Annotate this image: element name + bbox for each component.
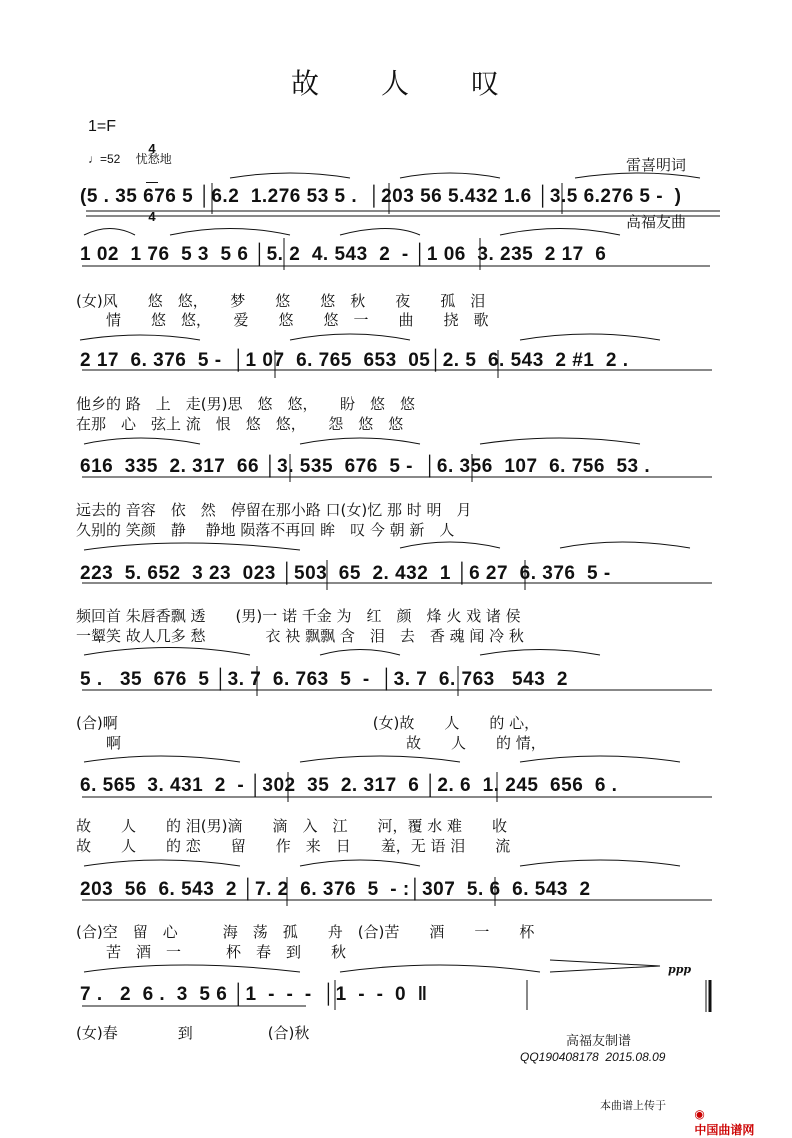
dynamic-marking: ppp: [668, 963, 692, 976]
lyric-row-5-verse-2: 一颦笑 故人几多 愁 衣 袂 飘飘 含 泪 去 香 魂 闻 冷 秋: [76, 627, 524, 645]
site-name: 中国曲谱网: [694, 1123, 755, 1137]
time-divider: [146, 182, 158, 183]
lyric-row-7-verse-2: 故 人 的 恋 留 作 来 日 羞，无 语 泪 流: [76, 837, 511, 855]
notation-row-2: 1 02 1 76 5 3 5 6 │5. 2 4. 543 2 - │1 06 3. 235 2 17 6: [80, 244, 607, 265]
notation-row-5: 223 5. 652 3 23 023 │503 65 2. 432 1 │6 27 6. 376 5 -: [80, 563, 611, 584]
lyric-row-4-verse-2: 久别的 笑颜 静 静地 陨落不再回 眸 叹 今 朝 新 人: [76, 521, 455, 539]
page-title: 故 人 叹: [290, 67, 501, 100]
notation-row-1: (5 . 35 676 5 │6.2 1.276 53 5 . │203 56 5.432 1.6 │3.5 6.276 5 - ): [80, 186, 682, 207]
tempo-marking: ♩=52 忧愁地: [88, 152, 172, 166]
lyric-row-3-verse-1: 他乡的 路 上 走(男)思 悠 悠， 盼 悠 悠: [76, 395, 415, 413]
contact-info: QQ190408178 2015.08.09: [520, 1050, 666, 1064]
lyric-row-7-verse-1: 故 人 的 泪(男)滴 滴 入 江 河，覆 水 难 收: [76, 817, 508, 835]
lyric-row-5-verse-1: 频回首 朱唇香飘 透 (男)一 诺 千金 为 红 颜 烽 火 戏 诸 侯: [76, 607, 521, 625]
lyric-row-9-verse-1: (女)春 到 (合)秋: [76, 1024, 310, 1042]
notation-row-4: 616 335 2. 317 66 │3. 535 676 5 - │6. 356 107 6. 756 53 .: [80, 456, 651, 477]
lyric-row-2-verse-1: (女)风 悠 悠， 梦 悠 悠 秋 夜 孤 泪: [76, 292, 486, 310]
lyric-row-2-verse-2: 情 悠 悠， 爱 悠 悠 一 曲 挠 歌: [76, 311, 489, 329]
composer-credit: 高福友曲: [626, 213, 687, 231]
notation-row-8: 203 56 6. 543 2 │7. 2 6. 376 5 - :│307 5. 6 6. 543 2: [80, 879, 591, 900]
site-logo[interactable]: [686, 1093, 754, 1138]
time-denominator: 4: [148, 209, 156, 224]
lyric-row-6-verse-2: 啊 故 人 的 情，: [76, 734, 546, 752]
arranger-credit: 高福友制谱: [566, 1034, 632, 1049]
notation-row-3: 2 17 6. 376 5 - │1 07 6. 765 653 05│2. 5 6. 543 2 #1 2 .: [80, 350, 629, 371]
time-numerator: 4: [148, 141, 156, 156]
credits: [626, 118, 686, 251]
site-logo-icon: ◉: [694, 1107, 705, 1121]
lyric-row-8-verse-2: 苦 酒 一 杯 春 到 秋: [76, 943, 347, 961]
notation-row-9: 7 . 2 6 . 3 5 6 │1 - - - │1 - - 0 ‖: [80, 984, 428, 1005]
time-signature: [146, 116, 158, 236]
notation-row-6: 5 . 35 676 5 │3. 7 6. 763 5 - │3. 7 6. 763 543 2: [80, 669, 568, 690]
lyric-row-3-verse-2: 在那 心 弦上 流 恨 悠 悠， 怨 悠 悠: [76, 415, 404, 433]
lyric-row-4-verse-1: 远去的 音容 依 然 停留在那小路 口(女)忆 那 时 明 月: [76, 501, 472, 519]
key-signature: 1=F: [88, 118, 117, 135]
lyricist-credit: 雷喜明词: [626, 156, 687, 174]
lyric-row-8-verse-1: (合)空 留 心 海 荡 孤 舟 (合)苦 酒 一 杯: [76, 923, 535, 941]
lyric-row-6-verse-1: (合)啊 (女)故 人 的 心，: [76, 714, 540, 732]
notation-row-7: 6. 565 3. 431 2 - │302 35 2. 317 6 │2. 6 1. 245 656 6 .: [80, 775, 618, 796]
upload-note: 本曲谱上传于: [600, 1099, 666, 1112]
